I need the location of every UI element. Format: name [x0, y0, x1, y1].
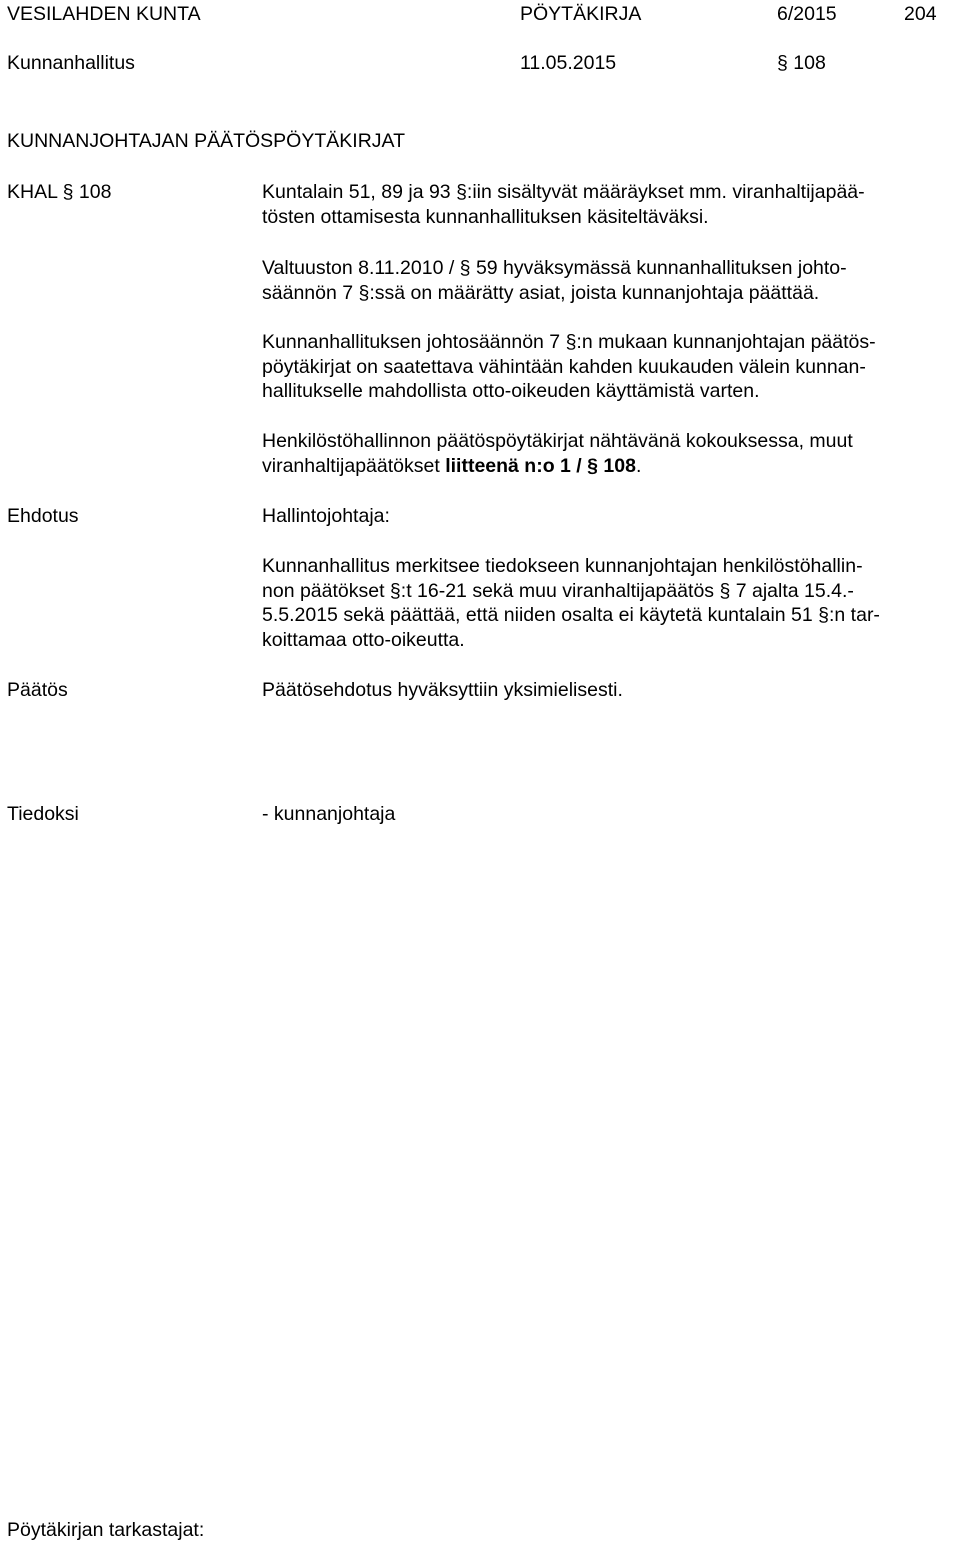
proposal-text — [262, 554, 952, 653]
attachment-reference: liitteenä n:o 1 / § 108 — [445, 454, 636, 477]
paragraph-line: Kuntalain 51, 89 ja 93 §:iin sisältyvät määräykset mm. viranhaltijapää- — [262, 181, 865, 203]
paragraph-legal-basis — [262, 180, 952, 229]
header-section: § 108 — [777, 52, 826, 74]
section-title: KUNNANJOHTAJAN PÄÄTÖSPÖYTÄKIRJAT — [7, 130, 405, 152]
paragraph-line: Henkilöstöhallinnon päätöspöytäkirjat nähtävänä kokouksessa, muut — [262, 430, 853, 452]
attachment-period: . — [635, 454, 642, 477]
header-issue: 6/2015 — [777, 3, 837, 25]
paragraph-line: tösten ottamisesta kunnanhallituksen käsiteltäväksi. — [262, 205, 709, 228]
paragraph-line: pöytäkirjat on saatettava vähintään kahden kuukauden välein kunnan- — [262, 355, 866, 378]
paragraph-line: Kunnanhallituksen johtosäännön 7 §:n mukaan kunnanjohtajan päätös- — [262, 331, 876, 353]
proposal-label: Ehdotus — [7, 505, 79, 527]
header-org: VESILAHDEN KUNTA — [7, 3, 201, 25]
paragraph-line-attachment — [262, 454, 952, 479]
paragraph-line: säännön 7 §:ssä on määrätty asiat, joista kunnanjohtaja päättää. — [262, 281, 820, 304]
header-doc-type: PÖYTÄKIRJA — [520, 3, 642, 25]
case-id: KHAL § 108 — [7, 181, 112, 203]
decision-label: Päätös — [7, 679, 68, 701]
header-body-name: Kunnanhallitus — [7, 52, 135, 74]
paragraph-line: hallitukselle mahdollista otto-oikeuden käyttämistä varten. — [262, 380, 760, 403]
paragraph-attachments — [262, 429, 952, 478]
notice-label: Tiedoksi — [7, 803, 79, 825]
verifiers-label: Pöytäkirjan tarkastajat: — [7, 1519, 205, 1541]
paragraph-council-decision — [262, 256, 952, 305]
decision-text: Päätösehdotus hyväksyttiin yksimielisesti. — [262, 679, 623, 701]
proposal-line: non päätökset §:t 16-21 sekä muu viranhaltijapäätös § 7 ajalta 15.4.- — [262, 579, 854, 602]
paragraph-line: Valtuuston 8.11.2010 / § 59 hyväksymässä kunnanhallituksen johto- — [262, 257, 847, 279]
proposal-line: 5.5.2015 sekä päättää, että niiden osalta ei käytetä kuntalain 51 §:n tar- — [262, 604, 880, 627]
proposal-line: Kunnanhallitus merkitsee tiedokseen kunnanjohtajan henkilöstöhallin- — [262, 555, 863, 577]
attachment-intro: viranhaltijapäätökset — [262, 454, 446, 477]
header-page-number: 204 — [904, 3, 937, 25]
header-date: 11.05.2015 — [520, 52, 617, 74]
paragraph-rules — [262, 330, 952, 404]
proposal-line: koittamaa otto-oikeutta. — [262, 629, 465, 652]
notice-recipient: - kunnanjohtaja — [262, 803, 396, 825]
proposer: Hallintojohtaja: — [262, 505, 390, 527]
